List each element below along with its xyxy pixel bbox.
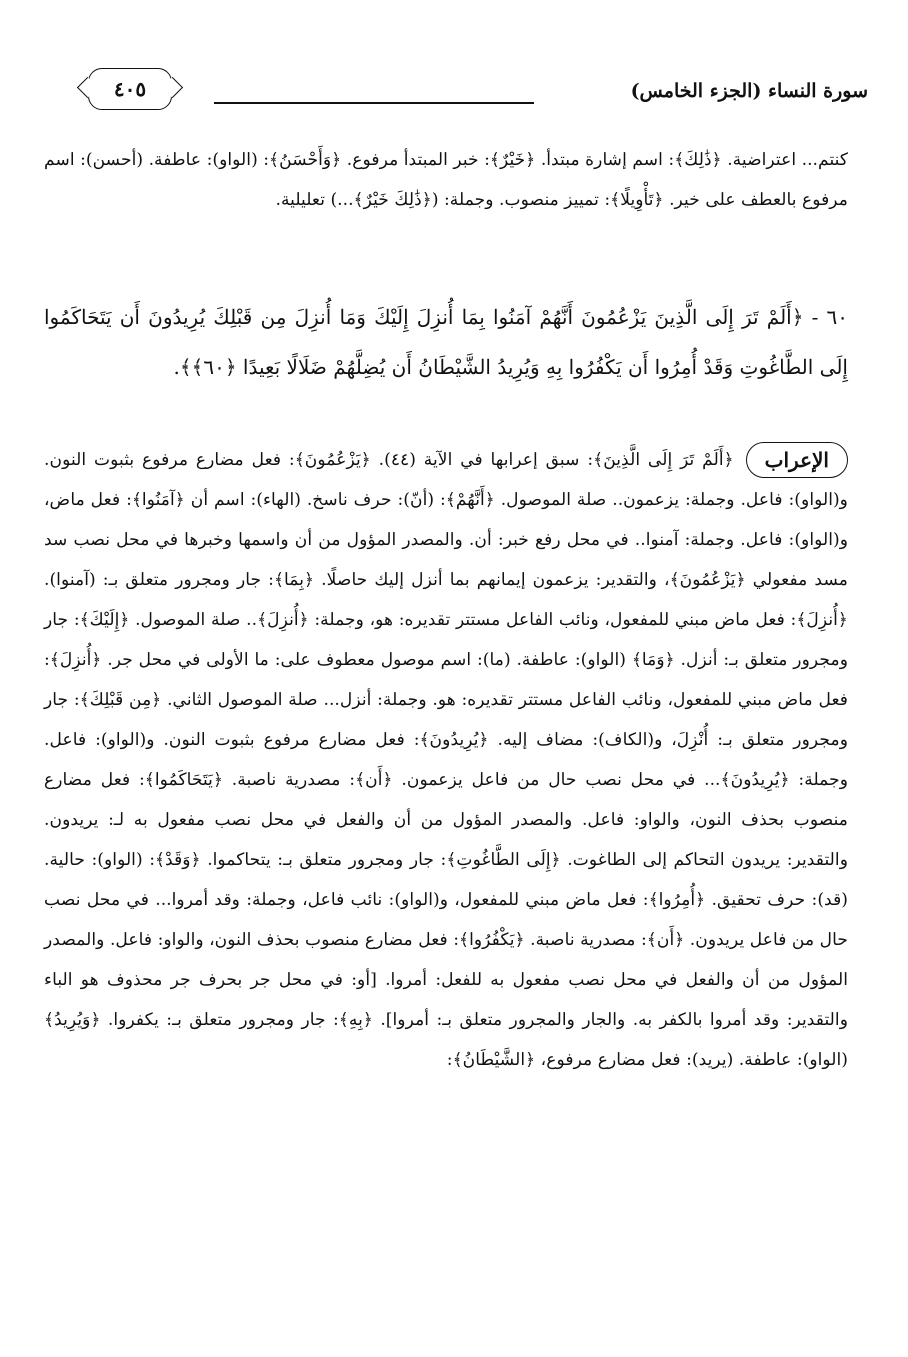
intro-paragraph: كنتم... اعتراضية. ﴿ذَٰلِكَ﴾: اسم إشارة مبتدأ. ﴿خَيْرٌ﴾: خبر المبتدأ مرفوع. ﴿وَأَحْسَنُ﴾: (الواو): عاطفة. (أحسن): اسم مرفوع بالعطف على خير. ﴿تَأْوِيلًا﴾: تمييز منصوب. وجملة: (﴿ذَٰلِكَ خَيْرٌ﴾...) تعليلية. bbox=[44, 150, 848, 210]
irab-section bbox=[44, 440, 848, 1080]
page-header bbox=[88, 62, 868, 120]
irab-badge: الإعراب bbox=[746, 442, 848, 478]
header-rule bbox=[214, 102, 534, 104]
running-title: سورة النساء (الجزء الخامس) bbox=[630, 80, 868, 102]
irab-text: ﴿أَلَمْ تَرَ إِلَى الَّذِينَ﴾: سبق إعرابها في الآية (٤٤). ﴿يَزْعُمُونَ﴾: فعل مضارع مرفوع بثبوت النون. و(الواو): فاعل. وجملة: يزعمون.. صلة الموصول. ﴿أَنَّهُمْ﴾: (أنّ): حرف ناسخ. (الهاء): اسم أن ﴿آمَنُوا﴾: فعل ماض، و(الواو): فاعل. وجملة: آمنوا.. في محل رفع خبر: أن. والمصدر المؤول من أن واسمها وخبرها في محل نصب سد مسد مفعولي ﴿يَزْعُمُونَ﴾، والتقدير: يزعمون إيمانهم بما أنزل إليك حاصلًا. ﴿بِمَا﴾: جار ومجرور متعلق بـ: (آمنوا). ﴿أُنزِلَ﴾: فعل ماض مبني للمفعول، ونائب الفاعل مستتر تقديره: هو، وجملة: ﴿أُنزِلَ﴾.. صلة الموصول. ﴿إِلَيْكَ﴾: جار ومجرور متعلق بـ: أنزل. ﴿وَمَا﴾ (الواو): عاطفة. (ما): اسم موصول معطوف على: ما الأولى في محل جر. ﴿أُنزِلَ﴾: فعل ماض مبني للمفعول، ونائب الفاعل مستتر تقديره: هو. وجملة: أنزل... صلة الموصول الثاني. ﴿مِن قَبْلِكَ﴾: جار ومجرور متعلق بـ: أُنْزِلَ، و(الكاف): مضاف إليه. ﴿يُرِيدُونَ﴾: فعل مضارع مرفوع بثبوت النون. و(الواو): فاعل. وجملة: ﴿يُرِيدُونَ﴾... في محل نصب حال من فاعل يزعمون. ﴿أَن﴾: مصدرية ناصبة. ﴿يَتَحَاكَمُوا﴾: فعل مضارع منصوب بحذف النون، والواو: فاعل. والمصدر المؤول من أن والفعل في محل نصب مفعول به لـ: يريدون. والتقدير: يريدون التحاكم إلى الطاغوت. ﴿إِلَى الطَّاغُوتِ﴾: جار ومجرور متعلق بـ: يتحاكموا. ﴿وَقَدْ﴾: (الواو): حالية. (قد): حرف تحقيق. ﴿أُمِرُوا﴾: فعل ماض مبني للمفعول، و(الواو): نائب فاعل، وجملة: وقد أمروا... في محل نصب حال من فاعل يريدون. ﴿أَن﴾: مصدرية ناصبة. ﴿يَكْفُرُوا﴾: فعل مضارع منصوب بحذف النون، والواو: فاعل. والمصدر المؤول من أن والفعل في محل نصب مفعول به للفعل: أمروا. [أو: في محل جر بحرف جر محذوف هو الباء والتقدير: وقد أمروا بالكفر به. والجار والمجرور متعلق بـ: أمروا]. ﴿بِهِ﴾: جار ومجرور متعلق بـ: يكفروا. ﴿وَيُرِيدُ﴾ (الواو): عاطفة. (يريد): فعل مضارع مرفوع، ﴿الشَّيْطَانُ﴾: bbox=[44, 450, 848, 1070]
page-number: ٤٠٥ bbox=[88, 68, 172, 110]
quran-verse: ٦٠ - ﴿أَلَمْ تَرَ إِلَى الَّذِينَ يَزْعُمُونَ أَنَّهُمْ آمَنُوا بِمَا أُنزِلَ إِلَيْكَ وَمَا أُنزِلَ مِن قَبْلِكَ يُرِيدُونَ أَن يَتَحَاكَمُوا إِلَى الطَّاغُوتِ وَقَدْ أُمِرُوا أَن يَكْفُرُوا بِهِ وَيُرِيدُ الشَّيْطَانُ أَن يُضِلَّهُمْ ضَلَالًا بَعِيدًا ﴿٦٠﴾﴾. bbox=[44, 305, 848, 379]
